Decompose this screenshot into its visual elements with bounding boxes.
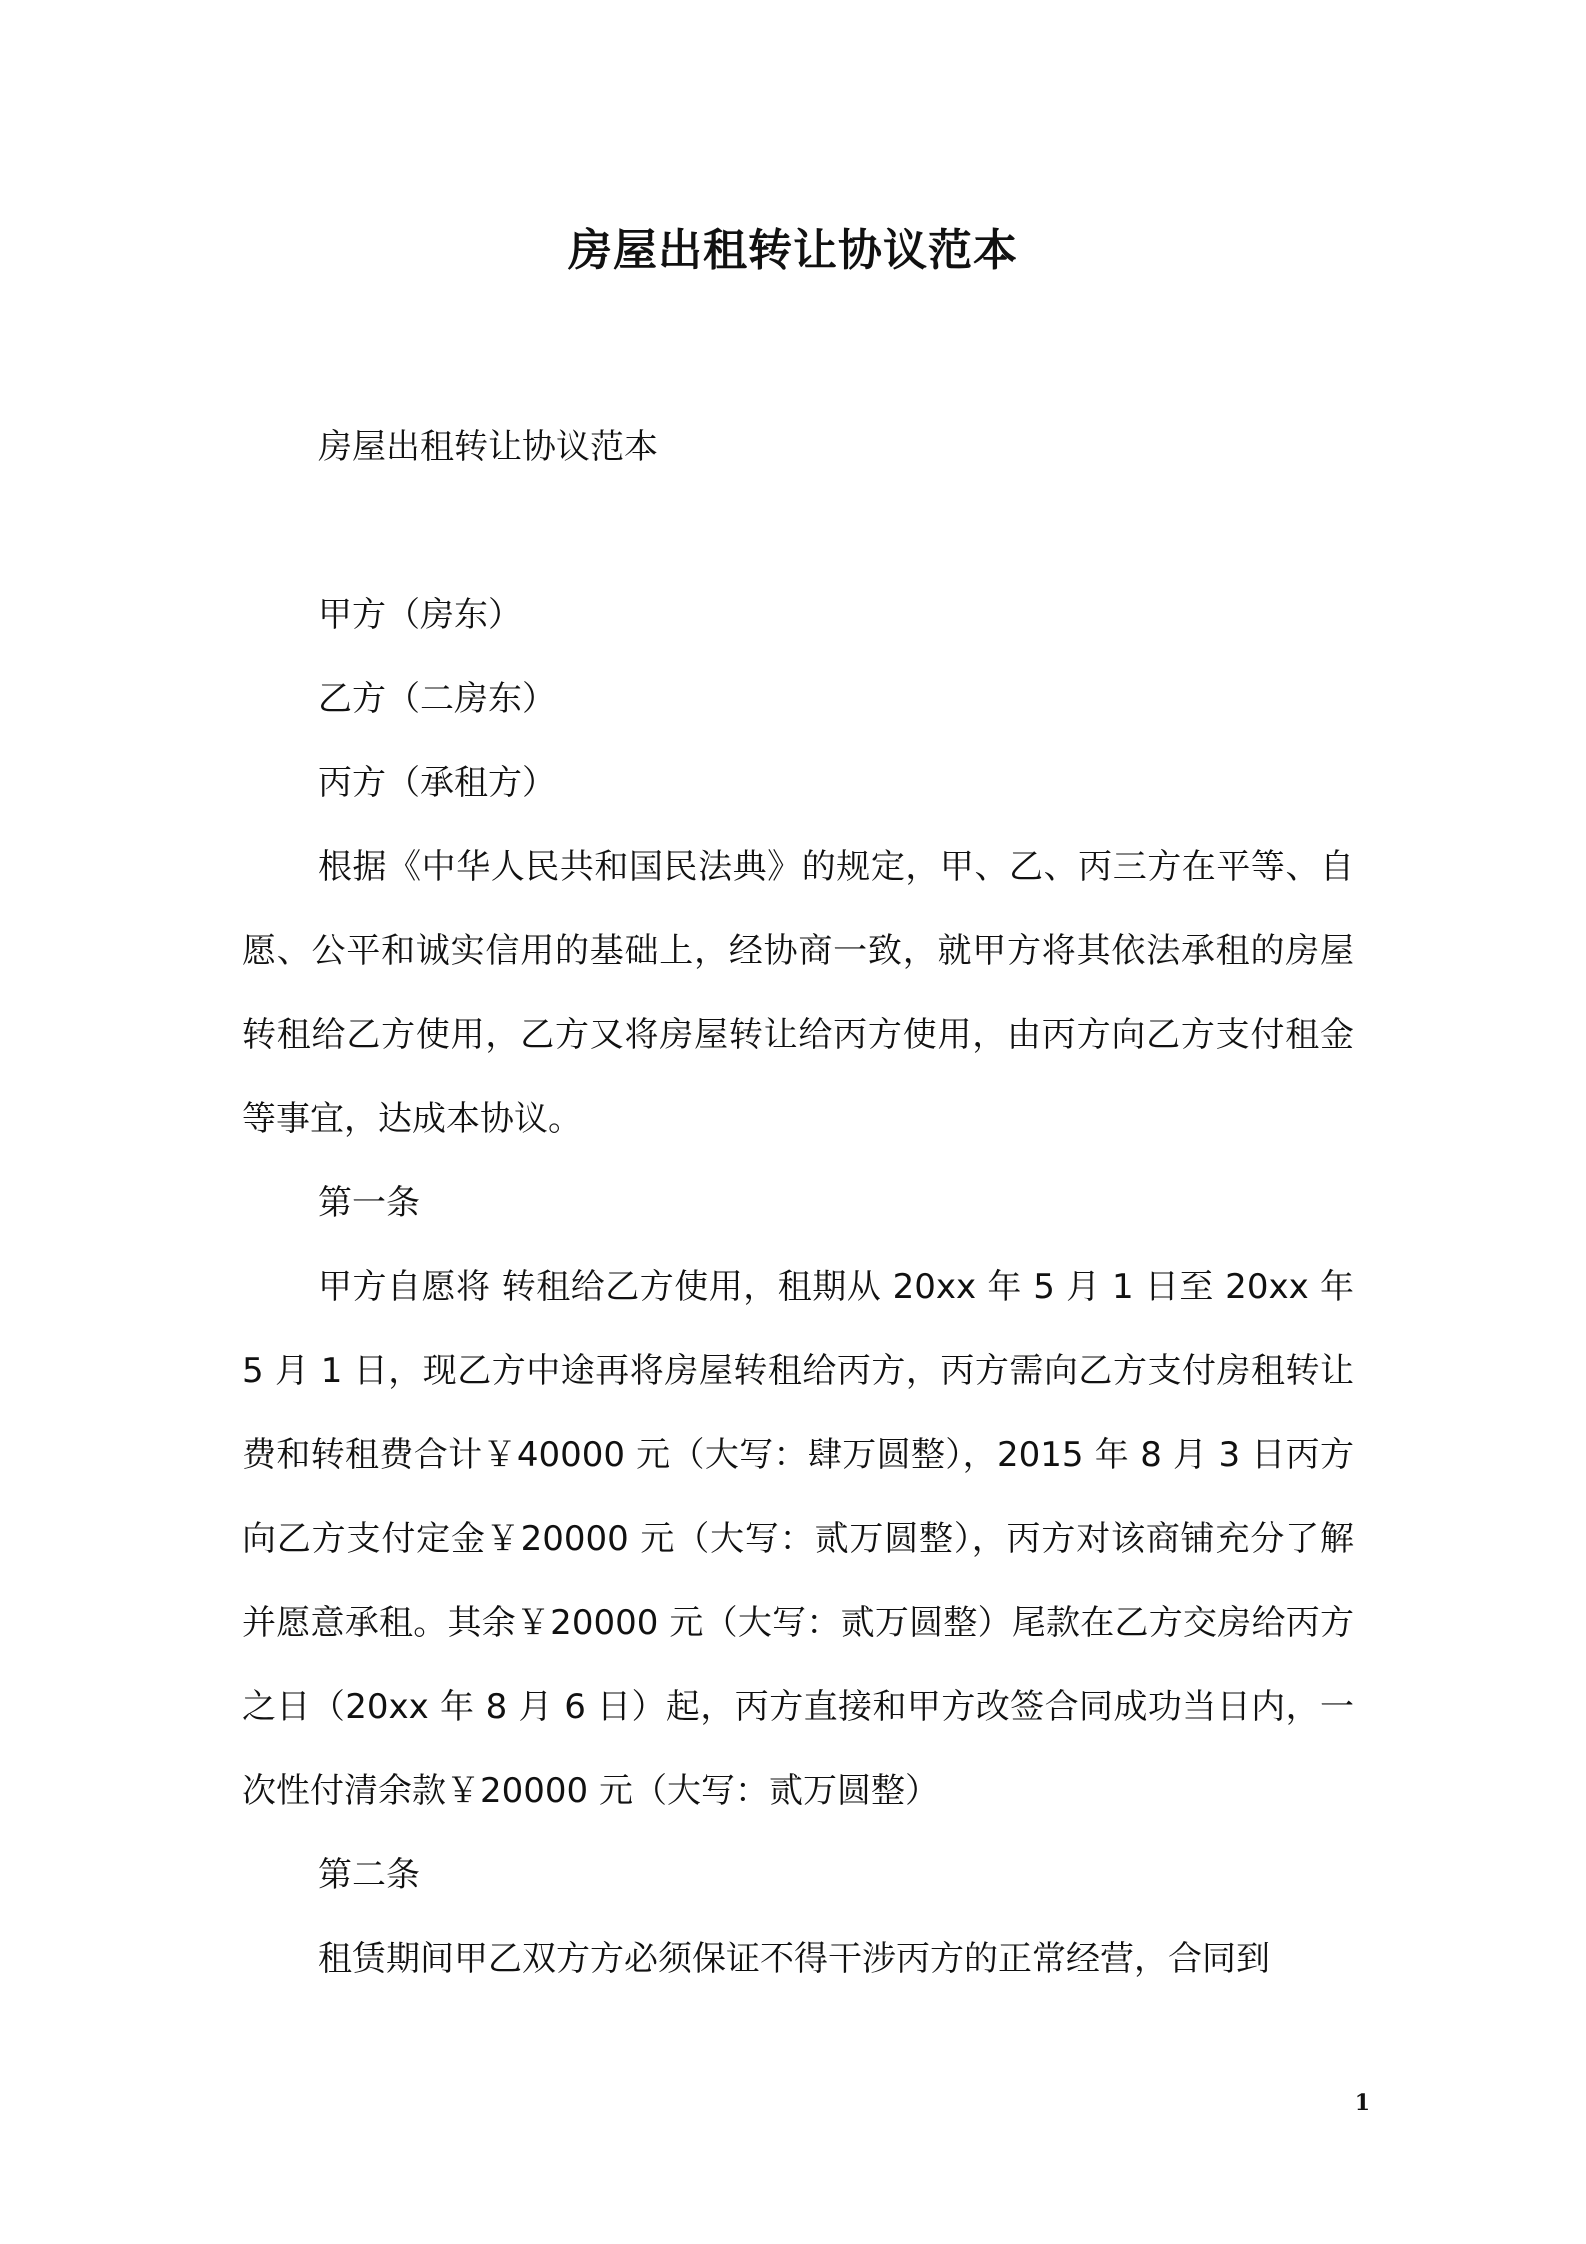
page-number: 1: [1354, 2090, 1370, 2116]
document-title: 房屋出租转让协议范本: [568, 225, 1018, 276]
article-2-heading: 第二条: [318, 1855, 420, 1895]
preamble-paragraph: 根据《中华人民共和国民法典》的规定，甲、乙、丙三方在平等、自愿、公平和诚实信用的基础上，经协商一致，就甲方将其依法承租的房屋转租给乙方使用，乙方又将房屋转让给丙方使用，由丙方向乙方支付租金等事宜，达成本协议。: [242, 847, 1354, 1139]
party-a-line: 甲方（房东）: [318, 595, 522, 635]
document-body: [242, 405, 1354, 2001]
party-c-line: 丙方（承租方）: [318, 763, 556, 803]
party-b-line: 乙方（二房东）: [318, 679, 556, 719]
article-1-paragraph: 甲方自愿将 转租给乙方使用，租期从 20xx 年 5 月 1 日至 20xx 年 5 月 1 日，现乙方中途再将房屋转租给丙方，丙方需向乙方支付房租转让费和转租费合计￥40000 元（大写：肆万圆整），2015 年 8 月 3 日丙方向乙方支付定金￥20000 元（大写：贰万圆整），丙方对该商铺充分了解并愿意承租。其余￥20000 元（大写：贰万圆整）尾款在乙方交房给丙方之日（20xx 年 8 月 6 日）起，丙方直接和甲方改签合同成功当日内，一次性付清余款￥20000 元（大写：贰万圆整）: [242, 1267, 1354, 1811]
article-1-heading: 第一条: [318, 1183, 420, 1223]
article-2-paragraph: 租赁期间甲乙双方方必须保证不得干涉丙方的正常经营，合同到: [318, 1939, 1270, 1979]
document-subtitle: 房屋出租转让协议范本: [318, 427, 658, 467]
